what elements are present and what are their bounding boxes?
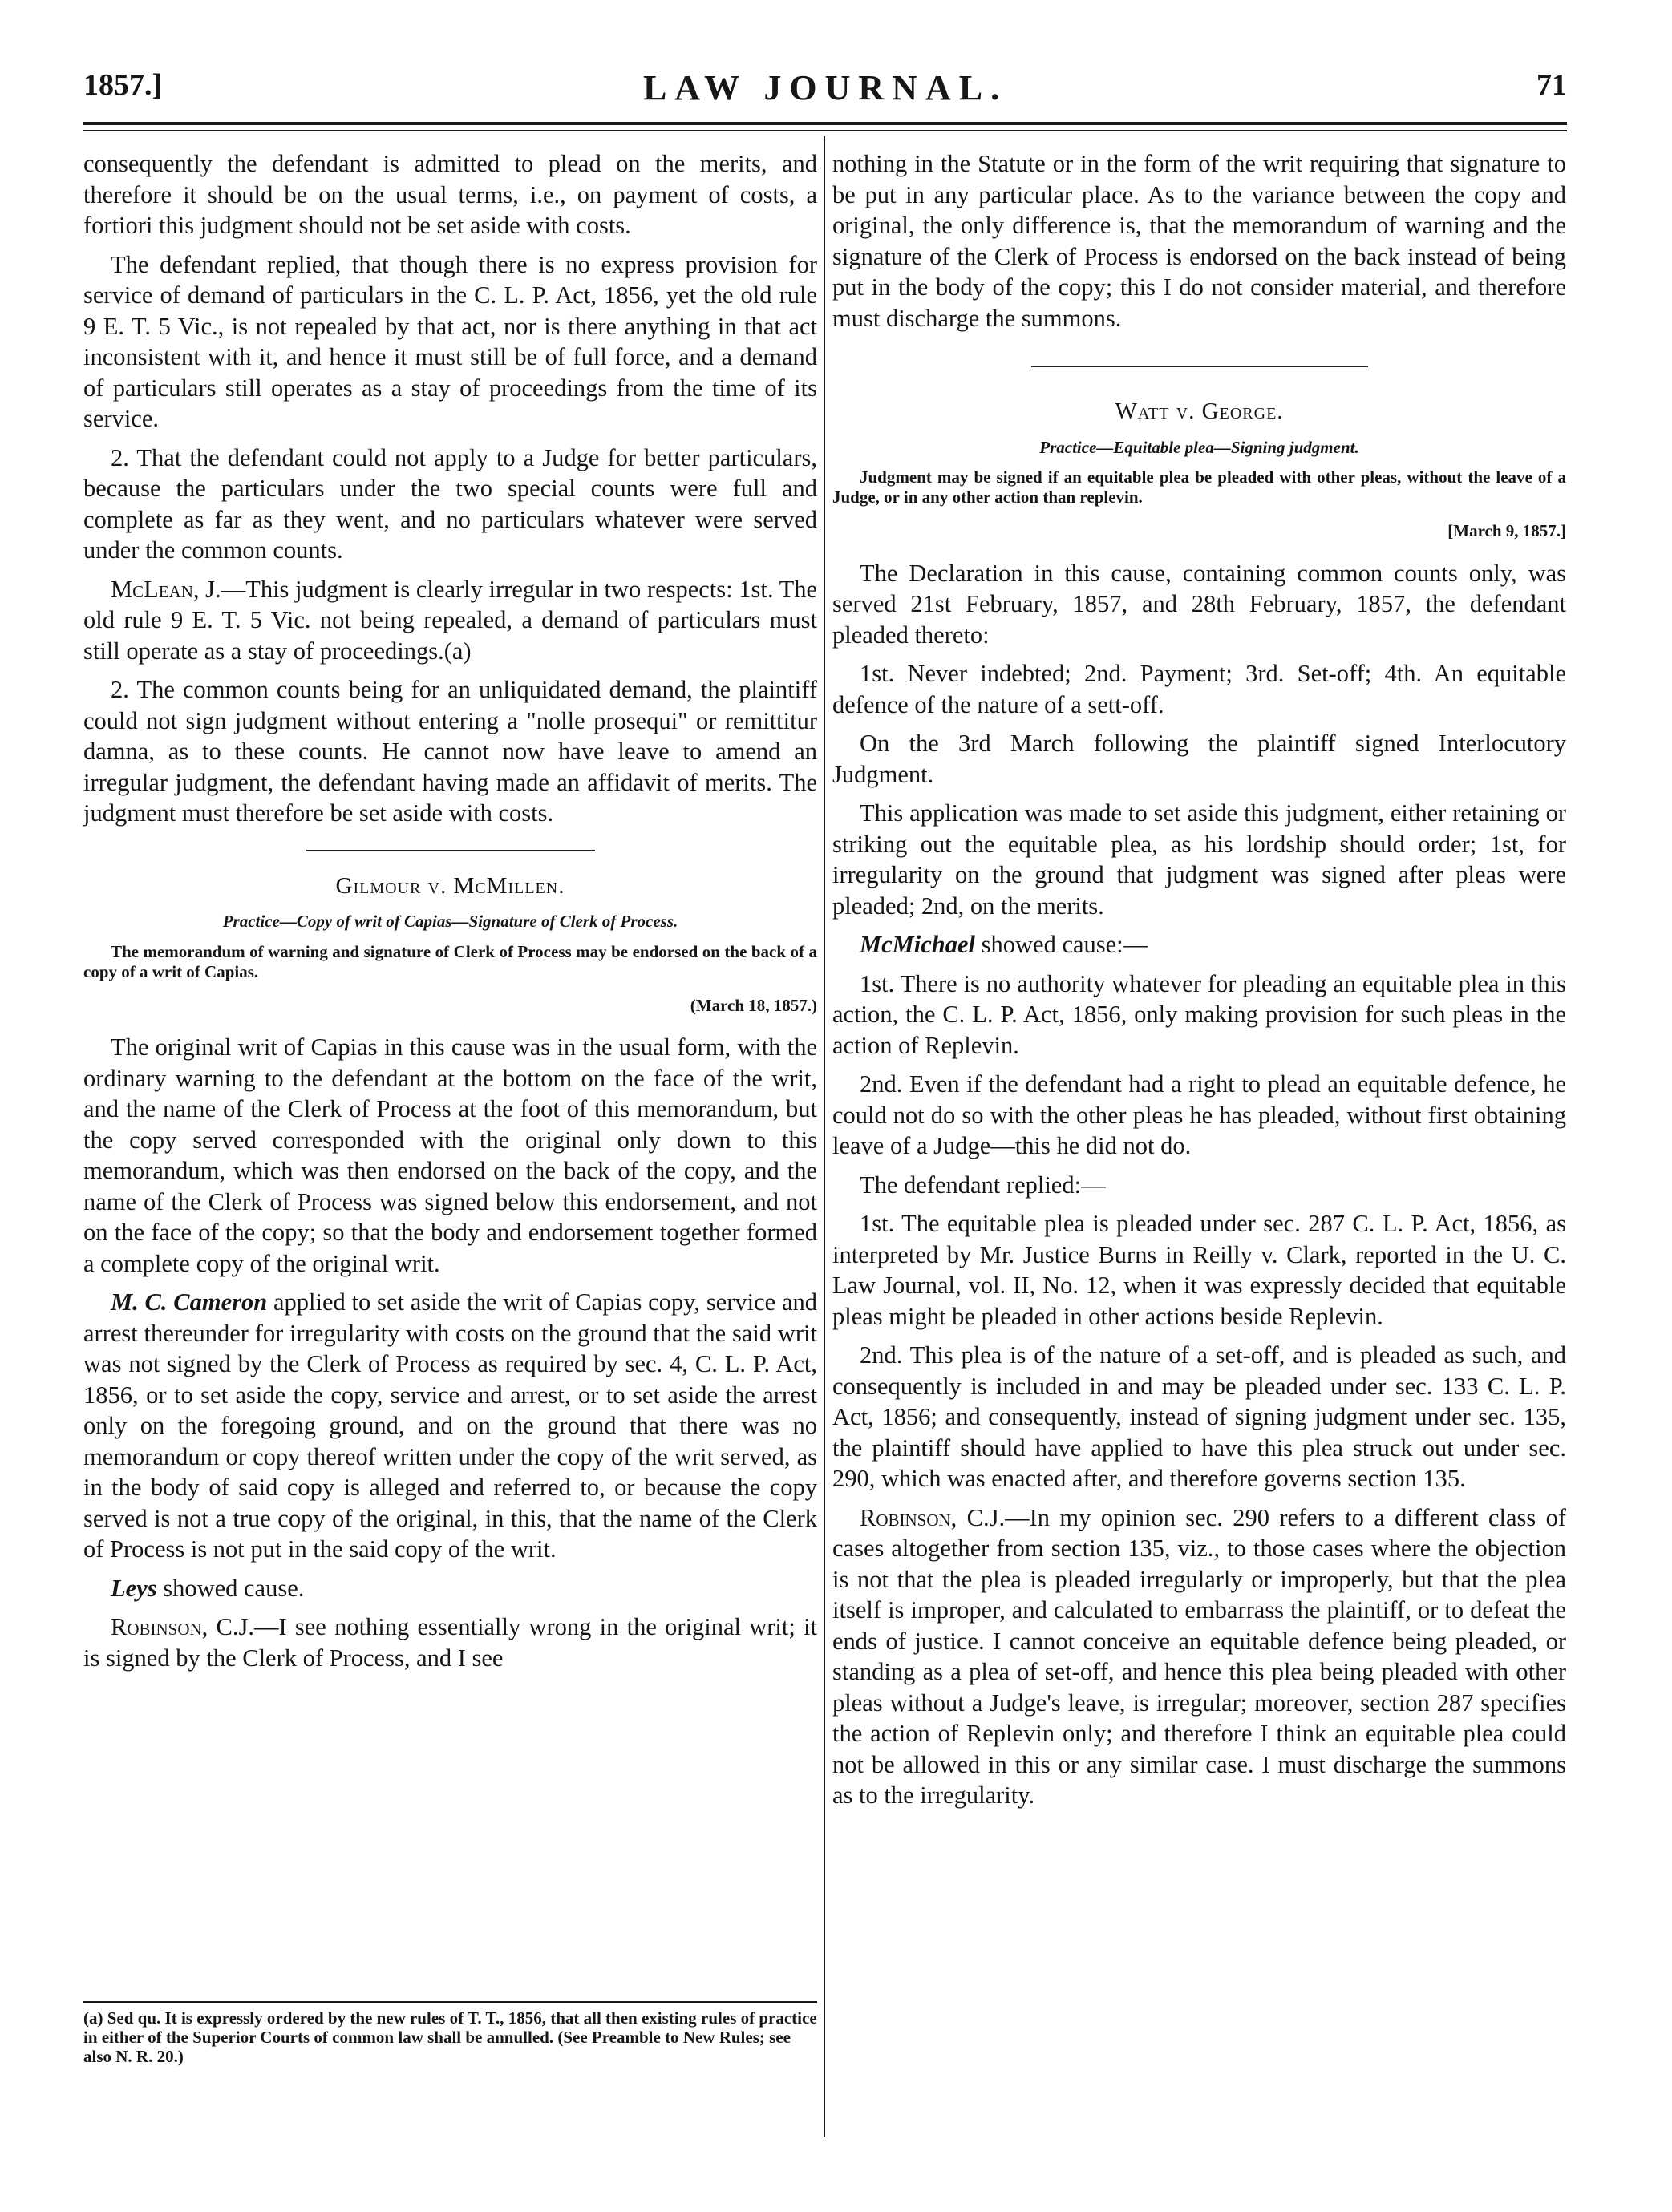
header-rule-thick [83,122,1567,125]
case-title: Gilmour v. McMillen. [335,872,565,899]
paragraph [832,929,1566,960]
paragraph: 2. That the defendant could not apply to a Judge for better particulars, because the particulars under the two special counts were full and complete as far as they went, and no particulars whatever were served under the common counts. [83,443,817,564]
paragraph-text: applied to set aside the writ of Capias copy, service and arrest thereunder for irregularity with costs on the ground that the said writ was not signed by the Clerk of Process as required by sec. 4, C. L. P. Act, 1856, or to set aside the copy, service and arrest, or to set aside the arrest only on the foregoing ground, and on the ground that there was no memorandum or copy thereof written under the copy of the writ served, as in the body of said copy is alleged and referred to, or because the copy served is not a true copy of the original, in this, that the name of the Clerk of Process is not put in the said copy of the writ. [83,1288,817,1563]
judgment-text: —This judgment is clearly irregular in two respects: 1st. The old rule 9 E. T. 5 Vic. not being repealed, a demand of particulars must still operate as a stay of proceedings.(a) [83,575,817,665]
case-title: Watt v. George. [1115,398,1284,424]
counsel-name: M. C. Cameron [111,1288,268,1316]
judgment-text: —I see nothing essentially wrong in the original writ; it is signed by the Clerk of Process, and I see [83,1613,817,1672]
footnote: (a) Sed qu. It is expressly ordered by the new rules of T. T., 1856, that all then existing rules of practice in either of the Superior Courts of common law shall be annulled. (See Preamble to New Rules; see also N. R. 20.) [83,2008,817,2066]
paragraph: The defendant replied, that though there is no express provision for service of demand of particulars in the C. L. P. Act, 1856, yet the old rule 9 E. T. 5 Vic., is not repealed by that act, nor is there anything in that act inconsistent with it, and hence it must still be of full force, and a demand of particulars still operates as a stay of proceedings from the time of its service. [83,250,817,432]
judge-name: McLean, J. [111,575,221,603]
paragraph: This application was made to set aside this judgment, either retaining or striking out the equitable plea, as his lordship should order; 1st, for irregularity on the ground that judgment was signed after pleas were pleaded; 2nd, on the merits. [832,799,1566,920]
page-header [83,67,1567,115]
right-column [832,148,1566,1819]
page-number: 71 [1536,68,1567,102]
case-date: [March 9, 1857.] [1447,521,1566,540]
paragraph [83,574,817,667]
paragraph [832,1502,1566,1811]
paragraph [83,1287,817,1565]
paragraph: 1st. The equitable plea is pleaded under sec. 287 C. L. P. Act, 1856, as interpreted by Mr. Justice Burns in Reilly v. Clark, reported in the U. C. Law Journal, vol. II, No. 12, when it was expressly decided that equitable pleas might be pleaded in other actions beside Replevin. [832,1210,1566,1330]
paragraph: The original writ of Capias in this cause was in the usual form, with the ordinary warning to the defendant at the bottom on the face of the writ, and the name of the Clerk of Process at the foot of this memorandum, but the copy served corresponded with the original only down to this memorandum, which was then endorsed on the back of the copy, and the name of the Clerk of Process was signed below this endorsement, and not on the face of the copy; so that the body and endorsement together formed a complete copy of the original writ. [83,1033,817,1277]
case-date: (March 18, 1857.) [690,995,817,1015]
header-rule-thin [83,130,1567,131]
counsel-name: Leys [111,1574,157,1602]
column-divider [824,136,825,2137]
paragraph: 1st. There is no authority whatever for pleading an equitable plea in this action, the C. L. P. Act, 1856, only making provision for such pleas in the action of Replevin. [832,969,1566,1059]
paragraph [83,1573,817,1604]
paragraph: nothing in the Statute or in the form of the writ requiring that signature to be put in any particular place. As to the variance between the copy and original, the only difference is, that the memorandum of warning and the signature of the Clerk of Process is endorsed on the back instead of being put in the body of the copy; this I do not consider material, and therefore must discharge the summons. [832,150,1566,332]
section-divider [1031,366,1368,367]
paragraph: 1st. Never indebted; 2nd. Payment; 3rd. Set-off; 4th. An equitable defence of the nature of a sett-off. [832,660,1566,718]
counsel-name: McMichael [860,931,976,958]
paragraph-text: showed cause:— [975,931,1148,958]
judgment-text: —In my opinion sec. 290 refers to a different class of cases altogether from section 135, viz., to those cases where the objection is not that the plea is pleaded irregularly or improperly, but that the plea itself is improper, and calculated to embarrass the plaintiff, or to defeat the ends of justice. I cannot conceive an equitable defence being pleaded, or standing as a plea of set-off, and hence this plea being pleaded with other pleas without a Judge's leave, is irregular; moreover, section 287 specifies the action of Replevin only; and therefore I think an equitable plea could not be allowed in this or any similar case. I must discharge the summons as to the irregularity. [832,1503,1566,1809]
paragraph-text: showed cause. [156,1574,305,1602]
paragraph: On the 3rd March following the plaintiff signed Interlocutory Judgment. [832,730,1566,788]
paragraph: The Declaration in this cause, containing common counts only, was served 21st February, 1857, and 28th February, 1857, the defendant pleaded thereto: [832,559,1566,649]
judge-name: Robinson, C.J. [111,1613,255,1640]
paragraph: 2nd. This plea is of the nature of a set-off, and is pleaded as such, and consequently is included in and may be pleaded under sec. 133 C. L. P. Act, 1856; and consequently, instead of signing judgment under sec. 135, the plaintiff should have applied to have this plea struck out under sec. 290, which was enacted after, and therefore governs section 135. [832,1341,1566,1492]
case-subtitle: Practice—Copy of writ of Capias—Signature of Clerk of Process. [222,912,678,931]
header-year: 1857.] [83,68,163,102]
footnote-rule [83,2001,817,2003]
left-column [83,148,817,1681]
paragraph: The defendant replied:— [860,1171,1106,1199]
case-headnote: Judgment may be signed if an equitable plea be pleaded with other pleas, without the leave of a Judge, or in any other action than replevin. [832,467,1566,507]
paragraph: 2nd. Even if the defendant had a right to plead an equitable defence, he could not do so with the other pleas he has pleaded, without first obtaining leave of a Judge—this he did not do. [832,1070,1566,1159]
case-subtitle: Practice—Equitable plea—Signing judgment. [1039,437,1359,457]
case-headnote: The memorandum of warning and signature of Clerk of Process may be endorsed on the back of a copy of a writ of Capias. [83,941,817,981]
journal-title: LAW JOURNAL. [642,68,1008,107]
paragraph: 2. The common counts being for an unliquidated demand, the plaintiff could not sign judgment without entering a "nolle prosequi" or remittitur damna, as to these counts. He cannot now have leave to amend an irregular judgment, the defendant having made an affidavit of merits. The judgment must therefore be set aside with costs. [83,676,817,827]
judge-name: Robinson, C.J. [860,1503,1006,1531]
paragraph [83,1611,817,1673]
section-divider [306,850,595,851]
paragraph: consequently the defendant is admitted to plead on the merits, and therefore it should be on the usual terms, i.e., on payment of costs, a fortiori this judgment should not be set aside with costs. [83,150,817,239]
